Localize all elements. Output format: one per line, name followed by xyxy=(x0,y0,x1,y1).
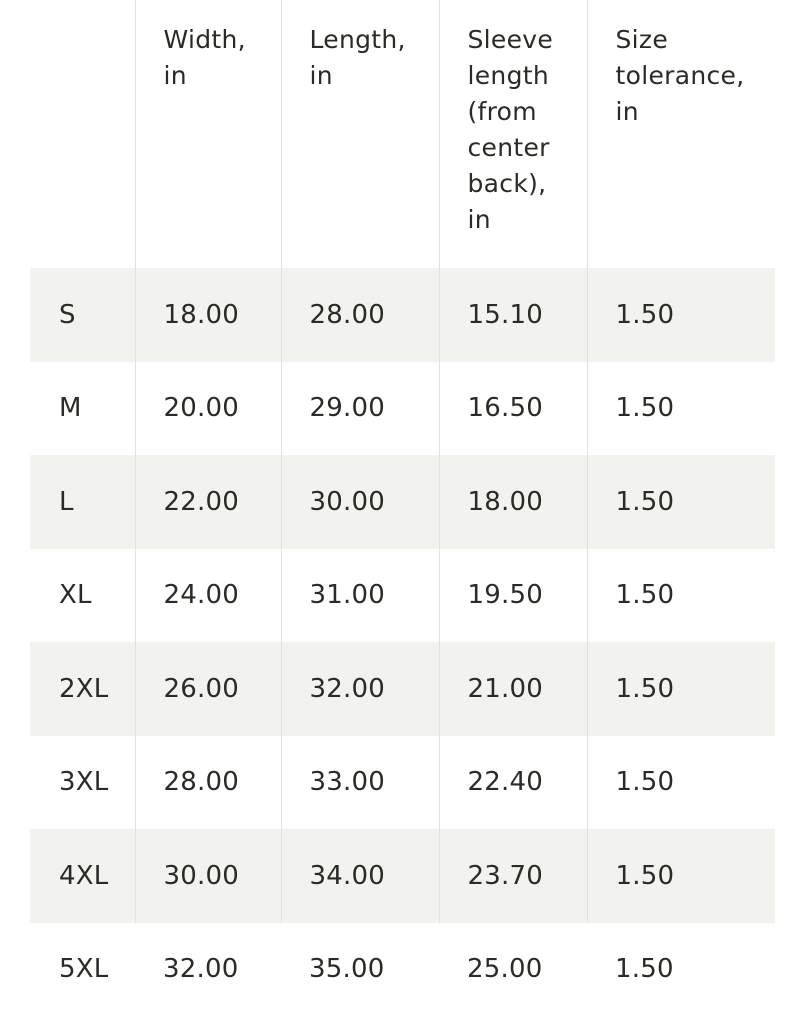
cell-width: 30.00 xyxy=(135,829,281,923)
cell-width: 28.00 xyxy=(135,736,281,830)
header-size-tolerance: Size tolerance, in xyxy=(587,0,775,268)
cell-sleeve-length: 18.00 xyxy=(439,455,587,549)
cell-size-tolerance: 1.50 xyxy=(587,549,775,643)
cell-sleeve-length: 23.70 xyxy=(439,829,587,923)
cell-size-tolerance: 1.50 xyxy=(587,362,775,456)
cell-size: S xyxy=(30,268,135,362)
cell-size-tolerance: 1.50 xyxy=(587,455,775,549)
cell-size: L xyxy=(30,455,135,549)
table-row xyxy=(30,829,775,923)
cell-width: 26.00 xyxy=(135,642,281,736)
size-chart-table xyxy=(30,0,775,1016)
cell-length: 34.00 xyxy=(281,829,439,923)
table-row xyxy=(30,455,775,549)
cell-size-tolerance: 1.50 xyxy=(587,923,775,1016)
cell-length: 29.00 xyxy=(281,362,439,456)
cell-sleeve-length: 21.00 xyxy=(439,642,587,736)
table-row xyxy=(30,268,775,362)
cell-width: 22.00 xyxy=(135,455,281,549)
table-row xyxy=(30,642,775,736)
cell-size: 4XL xyxy=(30,829,135,923)
cell-size-tolerance: 1.50 xyxy=(587,642,775,736)
table-header xyxy=(30,0,775,268)
header-sleeve-length: Sleeve length (from center back), in xyxy=(439,0,587,268)
cell-length: 35.00 xyxy=(281,923,439,1016)
cell-size: 5XL xyxy=(30,923,135,1016)
cell-size: M xyxy=(30,362,135,456)
table-row xyxy=(30,736,775,830)
header-width: Width, in xyxy=(135,0,281,268)
cell-size: 3XL xyxy=(30,736,135,830)
cell-length: 32.00 xyxy=(281,642,439,736)
header-length: Length, in xyxy=(281,0,439,268)
cell-size: XL xyxy=(30,549,135,643)
cell-size-tolerance: 1.50 xyxy=(587,268,775,362)
cell-width: 32.00 xyxy=(135,923,281,1016)
header-size xyxy=(30,0,135,268)
table-row xyxy=(30,549,775,643)
cell-width: 18.00 xyxy=(135,268,281,362)
cell-size-tolerance: 1.50 xyxy=(587,736,775,830)
table-body xyxy=(30,268,775,1016)
cell-size: 2XL xyxy=(30,642,135,736)
cell-sleeve-length: 25.00 xyxy=(439,923,587,1016)
cell-sleeve-length: 16.50 xyxy=(439,362,587,456)
cell-sleeve-length: 15.10 xyxy=(439,268,587,362)
cell-sleeve-length: 22.40 xyxy=(439,736,587,830)
table-row xyxy=(30,923,775,1016)
cell-width: 20.00 xyxy=(135,362,281,456)
cell-width: 24.00 xyxy=(135,549,281,643)
header-row xyxy=(30,0,775,268)
cell-length: 30.00 xyxy=(281,455,439,549)
cell-length: 33.00 xyxy=(281,736,439,830)
cell-length: 31.00 xyxy=(281,549,439,643)
cell-size-tolerance: 1.50 xyxy=(587,829,775,923)
table-row xyxy=(30,362,775,456)
cell-length: 28.00 xyxy=(281,268,439,362)
cell-sleeve-length: 19.50 xyxy=(439,549,587,643)
